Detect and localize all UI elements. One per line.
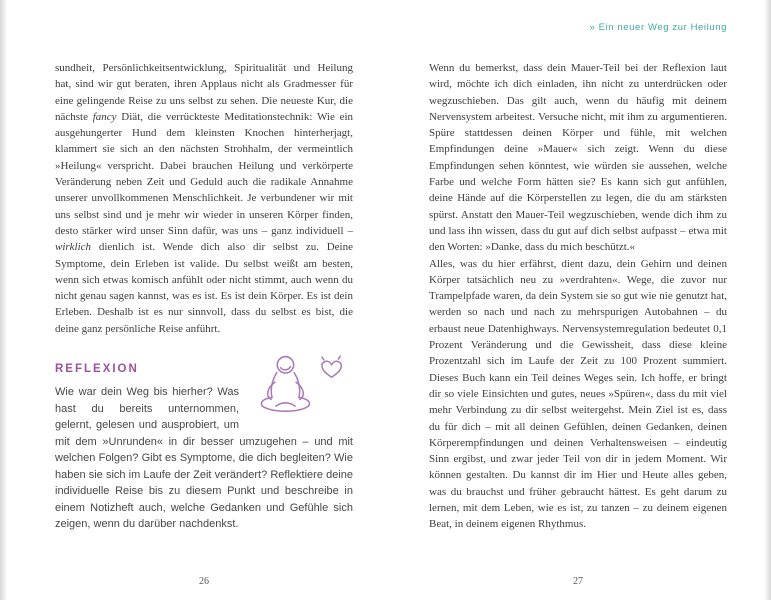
reflexion-box [55,363,353,533]
page-number-right: 27 [573,576,583,587]
page-right [429,60,727,533]
reflexion-title: REFLEXION [55,363,139,376]
left-body-seg3: dienlich ist. Wende dich also dir selbst zu. Deine Symptome, dein Erleben ist valide. Du selbst weißt am besten, wenn sich etwas komisch anfühlt oder nicht stimmt, auch wenn du nicht genau sagen kannst, was es ist. Es ist dein Körper. Es ist dein Erleben. Deshalb ist es nur sinnvoll, dass du selbst es bist, die deine ganz persönliche Reise anführt. [55,241,353,335]
left-body-paragraph [55,60,353,337]
page-number-left: 26 [199,576,209,587]
page-left [55,60,353,533]
left-body-italic-fancy: fancy [92,110,117,123]
meditating-person-icon [247,347,347,423]
right-paragraph-2: Alles, was du hier erfährst, dient dazu, dein Gehirn und deinen Körper tatsächlich neu zu »verdrahten«. Wege, die zuvor nur Trampelpfade waren, da dein System sie so gut wie nie genutzt hat, werden so nach und nach zu mehrspurigen Autobahnen – du erbaust neue Datenhighways. Nervensystemregulation bedeutet 0,1 Prozent Veränderung und die Gewissheit, dass diese kleine Prozentzahl sich im Laufe der Zeit zu 100 Prozent summiert. Dieses Buch kann ein Teil deines Weges sein. Ich hoffe, er bringt dir so viele Einsichten und gutes, neues »Spüren«, dass du mit viel mehr Verbindung zu dir selbst weitergehst. Mein Ziel ist es, dass du für dich – mit all deinen Gefühlen, deinen Gedanken, deinen Körperempfindungen und deinen Verhaltensweisen – eindeutig Sinn ergibst, und zwar jeder Teil von dir in jedem Moment. Wir können gestalten. Du kannst dir im Hier und Heute alles geben, was du brauchst und früher gebraucht hättest. Es geht darum zu lernen, mit dem Leben, wie es ist, zu tanzen – zu deinem eigenen Beat, in deinem eigenen Rhythmus. [429,257,727,531]
running-header: » Ein neuer Weg zur Heilung [589,22,727,33]
page-edge-left [0,0,7,600]
left-body-italic-wirklich: wirklich [55,241,92,254]
meditation-illustration [247,363,347,425]
page-edge-right [764,0,771,600]
reflexion-text: Wie war dein Weg bis hierher? Was hast du bereits unternommen, gelernt, gelesen und ausprobiert, um mit dem »Unrunden« in dir besser umzugehen – und mit welchen Folgen? Gibt es Symptome, die dich begleiten? Wie haben sie sich im Laufe der Zeit verändert? Reflektiere deine individuelle Reise bis zu diesem Punkt und beschreibe in einem Notizheft auch, welche Gedanken und Gefühle sich zeigen, wenn du darüber nachdenkst. [55,386,353,531]
heart-icon [322,356,341,377]
left-body-seg2: Diät, die verrückteste Meditationstechnik: Wie ein ausgehungerter Hund dem kleinsten Knochen hinterherjagt, klammert sie sich an den nächsten Strohhalm, der vermeintlich »Heilung« verspricht. Dabei brauchen Heilung und verkörperte Veränderung neben Zeit und Geduld auch die radikale Annahme unserer unvollkommenen Menschlichkeit. Je verbundener wir mit uns selbst sind und je mehr wir wieder in unseren Körper finden, desto stärker wird unser Sinn dafür, was uns – ganz individuell – [55,110,354,237]
right-paragraph-1: Wenn du bemerkst, dass dein Mauer-Teil bei der Reflexion laut wird, möchte ich dich einladen, ihn nicht zu unterdrücken oder wegzuschieben. Das gilt auch, wenn du häufig mit deinem Nervensystem arbeitest. Versuche nicht, mit ihm zu argumentieren. Spüre stattdessen deinen Körper und fühle, mit welchen Empfindungen deine »Mauer« sich zeigt. Wenn du diese Empfindungen sehen könntest, wie würden sie aussehen, welche Farbe und welche Form hätten sie? Es kann sich gut anfühlen, deine Hände auf die Körperstellen zu legen, die du am stärksten spürst. Anstatt den Mauer-Teil wegzuschieben, wende dich ihm zu und lass ihn wissen, dass du gut auf dich selbst aufpasst – etwa mit den Worten: »Danke, dass du mich beschützt.« [429,62,727,254]
left-body-seg1: sundheit, Persönlichkeitsentwicklung, Spiritualität und Heilung hat, sind wir gut beraten, ihren Applaus nicht als Gradmesser für eine gelingende Reise zu uns selbst zu sehen. Die neueste Kur, die nächste [55,62,353,123]
